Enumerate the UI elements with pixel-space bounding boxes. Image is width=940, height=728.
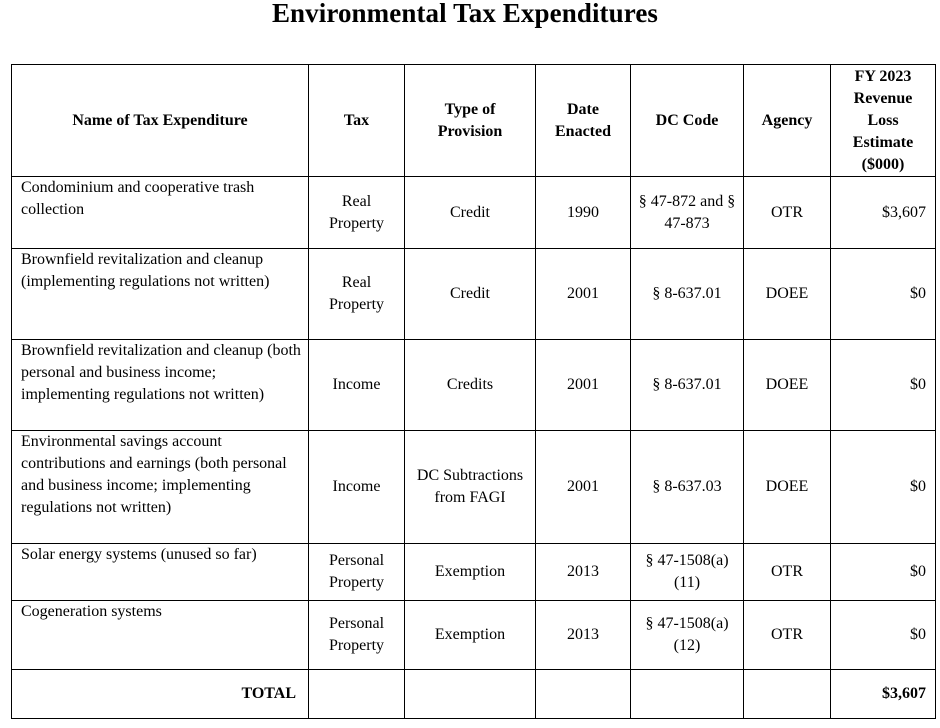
cell-tax: Real Property (309, 177, 405, 249)
cell-name: Environmental savings account contributions and earnings (both personal and business income; implementing regulations not written) (12, 431, 309, 544)
cell-name: Condominium and cooperative trash collection (12, 177, 309, 249)
cell-date: 2001 (536, 249, 631, 340)
total-empty-cell (631, 670, 744, 719)
cell-type: Credit (405, 249, 536, 340)
cell-tax: Real Property (309, 249, 405, 340)
total-empty-cell (536, 670, 631, 719)
cell-date: 2013 (536, 544, 631, 601)
cell-revenue: $0 (831, 340, 936, 431)
table-row (12, 544, 936, 601)
header-agency: Agency (744, 65, 831, 177)
header-name: Name of Tax Expenditure (12, 65, 309, 177)
table-row (12, 601, 936, 670)
tax-expenditures-table (11, 64, 936, 719)
cell-type: Exemption (405, 601, 536, 670)
cell-code: § 8-637.01 (631, 340, 744, 431)
cell-name: Cogeneration systems (12, 601, 309, 670)
cell-date: 2001 (536, 340, 631, 431)
header-row (12, 65, 936, 177)
total-label: TOTAL (12, 670, 309, 719)
cell-agency: DOEE (744, 431, 831, 544)
table-row (12, 177, 936, 249)
table-row (12, 340, 936, 431)
cell-code: § 8-637.01 (631, 249, 744, 340)
header-tax: Tax (309, 65, 405, 177)
cell-name: Solar energy systems (unused so far) (12, 544, 309, 601)
cell-type: Credit (405, 177, 536, 249)
cell-revenue: $0 (831, 601, 936, 670)
cell-agency: OTR (744, 177, 831, 249)
cell-type: Exemption (405, 544, 536, 601)
cell-agency: DOEE (744, 249, 831, 340)
total-empty-cell (744, 670, 831, 719)
cell-tax: Personal Property (309, 601, 405, 670)
total-row (12, 670, 936, 719)
cell-code: § 47-1508(a)(11) (631, 544, 744, 601)
table-row (12, 249, 936, 340)
cell-revenue: $0 (831, 431, 936, 544)
cell-tax: Income (309, 431, 405, 544)
cell-code: § 47-1508(a)(12) (631, 601, 744, 670)
cell-agency: OTR (744, 601, 831, 670)
cell-revenue: $0 (831, 544, 936, 601)
cell-type: Credits (405, 340, 536, 431)
header-date: Date Enacted (536, 65, 631, 177)
cell-code: § 47-872 and § 47-873 (631, 177, 744, 249)
cell-type: DC Subtractions from FAGI (405, 431, 536, 544)
cell-agency: DOEE (744, 340, 831, 431)
cell-tax: Income (309, 340, 405, 431)
cell-agency: OTR (744, 544, 831, 601)
cell-date: 2013 (536, 601, 631, 670)
cell-revenue: $0 (831, 249, 936, 340)
header-revenue: FY 2023 Revenue Loss Estimate ($000) (831, 65, 936, 177)
total-empty-cell (309, 670, 405, 719)
table-row (12, 431, 936, 544)
cell-tax: Personal Property (309, 544, 405, 601)
page-title: Environmental Tax Expenditures (271, 0, 659, 28)
total-empty-cell (405, 670, 536, 719)
total-revenue: $3,607 (831, 670, 936, 719)
header-code: DC Code (631, 65, 744, 177)
cell-name: Brownfield revitalization and cleanup (both personal and business income; implementing regulations not written) (12, 340, 309, 431)
header-type: Type of Provision (405, 65, 536, 177)
cell-code: § 8-637.03 (631, 431, 744, 544)
cell-date: 1990 (536, 177, 631, 249)
cell-name: Brownfield revitalization and cleanup (implementing regulations not written) (12, 249, 309, 340)
cell-date: 2001 (536, 431, 631, 544)
cell-revenue: $3,607 (831, 177, 936, 249)
